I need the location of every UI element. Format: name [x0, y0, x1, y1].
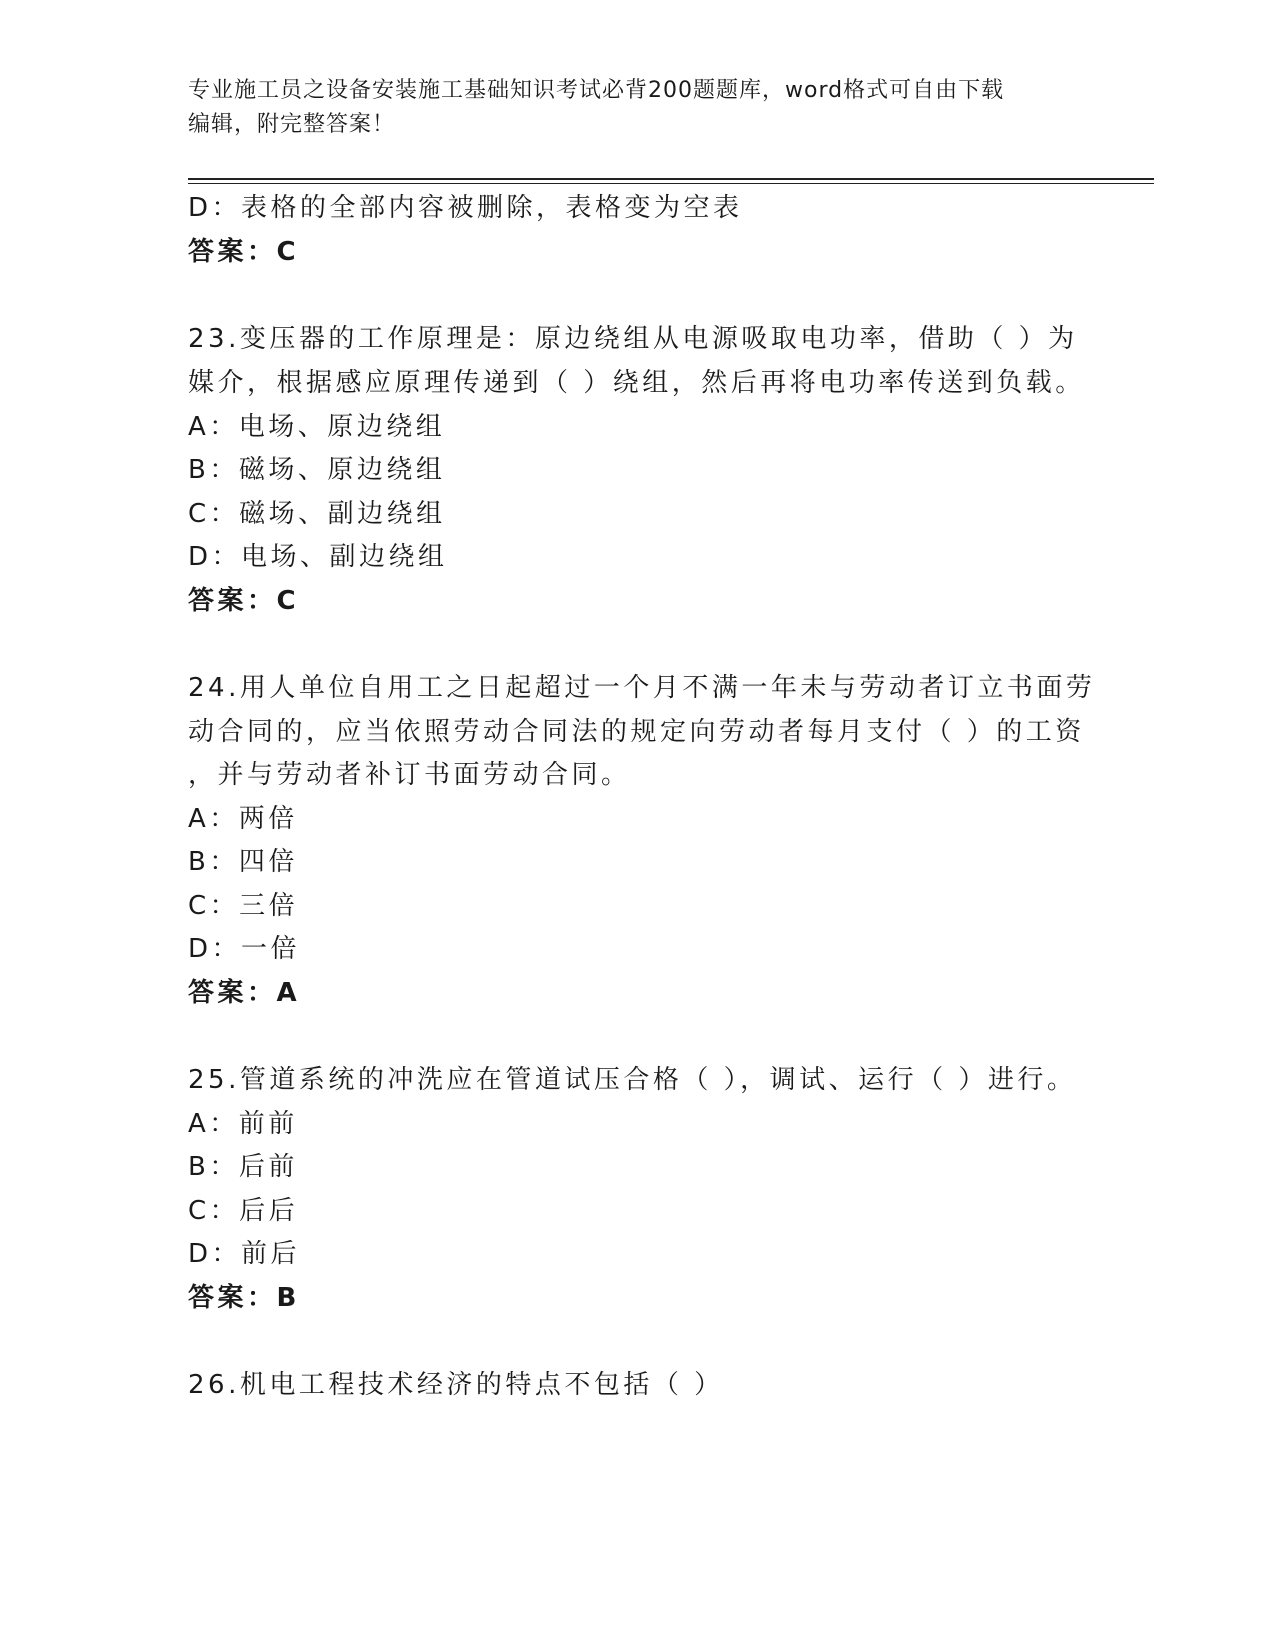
document-header [188, 74, 1088, 142]
header-line-1: 专业施工员之设备安装施工基础知识考试必背200题题库，word格式可自由下载 [188, 78, 1005, 103]
q23-option-a: A：电场、原边绕组 [188, 412, 446, 442]
header-divider-thin [188, 183, 1154, 184]
q24-text-line-2: 动合同的，应当依照劳动合同法的规定向劳动者每月支付（ ）的工资 [188, 717, 1085, 747]
q24-option-b: B：四倍 [188, 847, 298, 877]
q26-text-line-1: 26.机电工程技术经济的特点不包括（ ） [188, 1370, 724, 1400]
q25-answer: 答案：B [188, 1283, 300, 1313]
q25-option-b: B：后前 [188, 1152, 298, 1182]
q24-option-d: D：一倍 [188, 934, 301, 964]
q22-answer: 答案：C [188, 237, 300, 267]
q25-option-d: D：前后 [188, 1239, 301, 1269]
q22-option-d: D：表格的全部内容被删除，表格变为空表 [188, 193, 743, 223]
q24-text-line-1: 24.用人单位自用工之日起超过一个月不满一年未与劳动者订立书面劳 [188, 673, 1096, 703]
q23-text-line-1: 23.变压器的工作原理是：原边绕组从电源吸取电功率，借助（ ）为 [188, 324, 1078, 354]
q24-option-c: C：三倍 [188, 891, 299, 921]
q24-option-a: A：两倍 [188, 804, 298, 834]
header-divider-thick [188, 178, 1154, 180]
q25-option-c: C：后后 [188, 1196, 299, 1226]
q23-option-c: C：磁场、副边绕组 [188, 499, 446, 529]
q24-text-line-3: ，并与劳动者补订书面劳动合同。 [188, 760, 631, 790]
q25-text-line-1: 25.管道系统的冲洗应在管道试压合格（ ），调试、运行（ ）进行。 [188, 1065, 1077, 1095]
q23-option-d: D：电场、副边绕组 [188, 542, 448, 572]
q23-answer: 答案：C [188, 586, 300, 616]
q23-option-b: B：磁场、原边绕组 [188, 455, 446, 485]
q23-text-line-2: 媒介，根据感应原理传递到（ ）绕组，然后再将电功率传送到负载。 [188, 368, 1085, 398]
q25-option-a: A：前前 [188, 1109, 298, 1139]
header-line-2: 编辑，附完整答案！ [188, 112, 396, 137]
q24-answer: 答案：A [188, 978, 301, 1008]
